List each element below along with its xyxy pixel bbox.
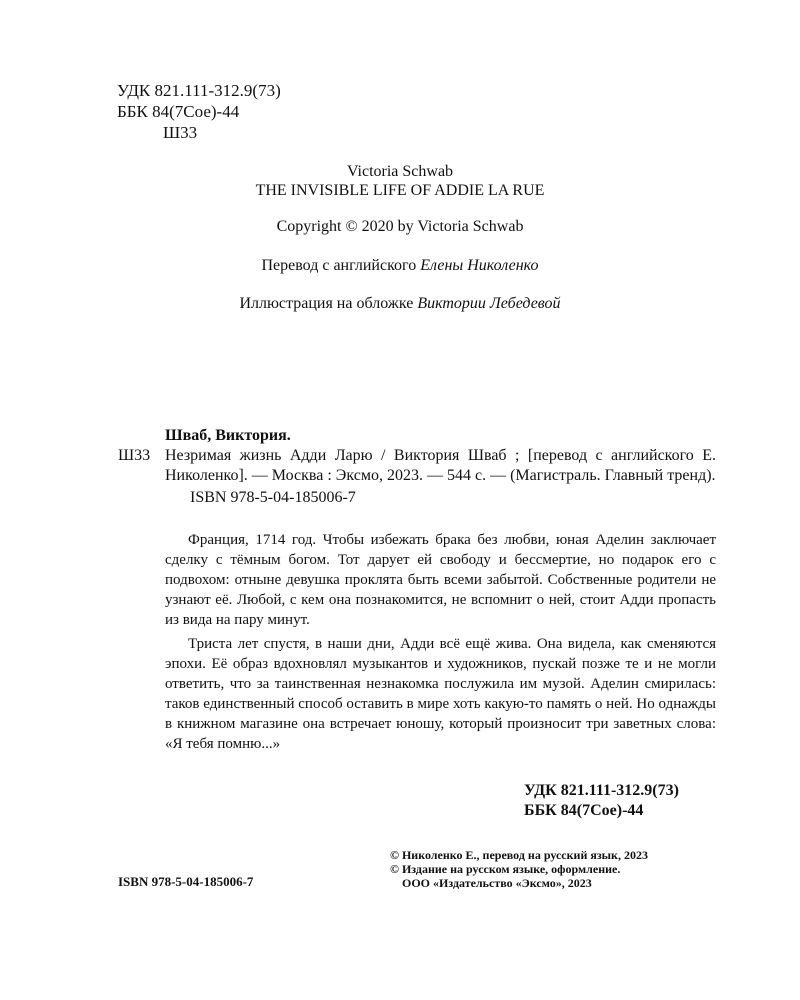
illustrator-name: Виктории Лебедевой	[417, 295, 561, 312]
author-mark: Ш33	[163, 123, 198, 142]
udk-code: УДК 821.111-312.9(73)	[117, 81, 281, 100]
copyright-notices	[390, 848, 648, 890]
bib-entry	[118, 446, 716, 486]
bottom-classification-codes	[524, 781, 679, 821]
translator-prefix: Перевод с английского	[261, 257, 417, 274]
bib-description: Незримая жизнь Адди Ларю / Виктория Шваб ; [перевод с английского Е. Николенко]. — Москва : Эксмо, 2023. — 544 с. — (Магистраль. Главный тренд).	[165, 447, 716, 484]
copyright-line: © Николенко Е., перевод на русский язык, 2023	[390, 848, 648, 862]
annotation-paragraph: Франция, 1714 год. Чтобы избежать брака без любви, юная Аделин заключает сделку с тёмным богом. Тот дарует ей свободу и бессмертие, но подарок его с подвохом: отныне девушка проклята быть всеми забытой. Собственные родители не узнают её. Любой, с кем она познакомится, не вспомнит о ней, стоит Адди пропасть из вида на пару минут.	[165, 532, 716, 628]
bib-author: Шваб, Виктория.	[165, 427, 291, 444]
original-author: Victoria Schwab	[346, 163, 454, 180]
translator-credit	[0, 257, 800, 275]
bottom-bbk-code: ББК 84(7Сое)-44	[524, 802, 644, 819]
isbn-bottom: ISBN 978-5-04-185006-7	[118, 874, 254, 889]
annotation-paragraph: Триста лет спустя, в наши дни, Адди всё ещё жива. Она видела, как сменяются эпохи. Её образ вдохновлял музыкантов и художников, пускай позже те и не могли ответить, что за таинственная незнакомка послужила им музой. Аделин смирилась: таков единственный способ оставить в мире хоть какую-то память о ней. Но однажды в книжном магазине она встречает юношу, который произносит три заветных слова: «Я тебя помню...»	[165, 636, 716, 752]
translator-name: Елены Николенко	[420, 257, 539, 274]
copyright-line: ООО «Издательство «Эксмо», 2023	[402, 876, 592, 890]
bib-isbn: ISBN 978-5-04-185006-7	[190, 489, 356, 506]
bibliographic-record	[118, 426, 716, 508]
bib-author-mark: Ш33	[118, 447, 151, 464]
copyright-line: © Издание на русском языке, оформление.	[390, 862, 621, 876]
illustrator-credit	[0, 295, 800, 313]
bottom-udk-code: УДК 821.111-312.9(73)	[524, 782, 679, 799]
illustrator-prefix: Иллюстрация на обложке	[239, 295, 414, 312]
original-title: THE INVISIBLE LIFE OF ADDIE LA RUE	[255, 182, 545, 199]
original-copyright: Copyright © 2020 by Victoria Schwab	[276, 218, 524, 235]
annotation	[165, 530, 716, 758]
bbk-code: ББК 84(7Сое)-44	[117, 102, 240, 121]
top-classification-codes	[117, 80, 281, 143]
